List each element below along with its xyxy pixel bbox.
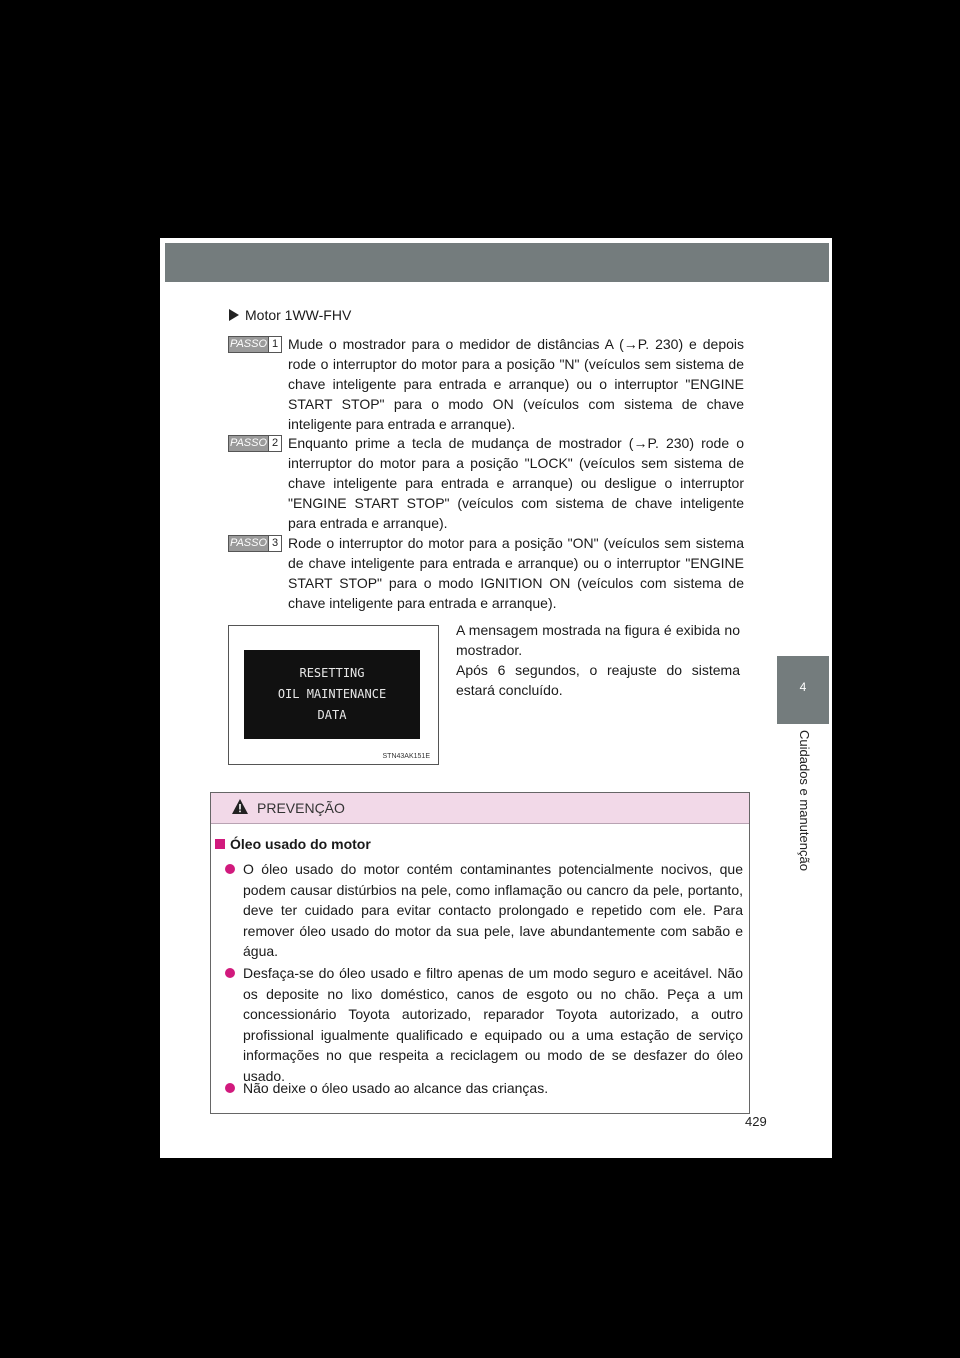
display-figure (228, 625, 439, 765)
display-screen (244, 650, 420, 739)
square-bullet-icon (215, 839, 225, 849)
step-badge: PASSO 3 (228, 535, 282, 552)
display-line: RESETTING (299, 666, 365, 680)
caption-paragraph: Após 6 segundos, o reajuste do sistema estará concluído. (456, 662, 740, 698)
step-text: Rode o interruptor do motor para a posição "ON" (veículos sem sistema de chave inteligente para entrada e arranque) ou o interruptor "ENGINE START STOP" para o modo IGNITION ON (veículos com sistema de chave inteligente para entrada e arranque). (288, 535, 744, 611)
step-text: Enquanto prime a tecla de mudança de mostrador (→P. 230) rode o interruptor do motor para a posição "LOCK" (veículos sem sistema de chave inteligente para entrada e arranque) ou desligue o interruptor "ENGINE START STOP" (veículos com sistema de chave inteligente para entrada e arranque). (288, 435, 744, 531)
warning-bullet: Não deixe o óleo usado ao alcance das crianças. (225, 1078, 743, 1099)
figure-code: STN43AK151E (382, 753, 430, 760)
warning-box (210, 792, 750, 1114)
bullet-dot-icon (225, 1083, 235, 1093)
warning-triangle-icon (231, 798, 249, 816)
motor-label: Motor 1WW-FHV (245, 307, 352, 323)
warning-header (211, 793, 749, 824)
step-1 (228, 334, 744, 434)
warning-subtitle: Óleo usado do motor (215, 836, 371, 852)
chapter-tab (777, 656, 829, 724)
caption-paragraph: A mensagem mostrada na figura é exibida no mostrador. (456, 622, 740, 658)
warning-title: PREVENÇÃO (257, 800, 345, 816)
bullet-dot-icon (225, 864, 235, 874)
step-text: Mude o mostrador para o medidor de distâncias A (→P. 230) e depois rode o interruptor do motor para a posição "N" (veículos sem sistema de chave inteligente para entrada e arranque) ou o interruptor "ENGINE START STOP" para o modo ON (veículos com sistema de chave inteligente para entrada e arranque). (288, 336, 744, 432)
step-3 (228, 533, 744, 613)
chapter-label: Cuidados e manutenção (797, 730, 812, 871)
motor-heading (229, 307, 351, 323)
header-bar (165, 243, 829, 282)
step-2 (228, 433, 744, 533)
warning-bullet: Desfaça-se do óleo usado e filtro apenas de um modo seguro e aceitável. Não os deposite no lixo doméstico, canos de esgoto ou no chão. Peça a um concessionário Toyota autorizado, reparador Toyota autorizado, a outro profissional igualmente qualificado e equipado ou a uma estação de serviço informações no que respeita a reciclagem ou modo de se desfazer do óleo usado. (225, 963, 743, 1086)
bullet-dot-icon (225, 968, 235, 978)
triangle-bullet-icon (229, 309, 239, 321)
figure-caption (456, 620, 740, 700)
page-number: 429 (745, 1114, 767, 1129)
display-line: DATA (317, 708, 347, 722)
display-line: OIL MAINTENANCE (277, 687, 387, 701)
chapter-number: 4 (799, 680, 807, 694)
step-badge: PASSO 2 (228, 435, 282, 452)
warning-bullet: O óleo usado do motor contém contaminantes potencialmente nocivos, que podem causar distúrbios na pele, como inflamação ou cancro da pele, portanto, deve ter cuidado para evitar contacto prolongado e repetido com ele. Para remover óleo usado do motor da sua pele, lave abundantemente com sabão e água. (225, 859, 743, 962)
step-badge: PASSO 1 (228, 336, 282, 353)
